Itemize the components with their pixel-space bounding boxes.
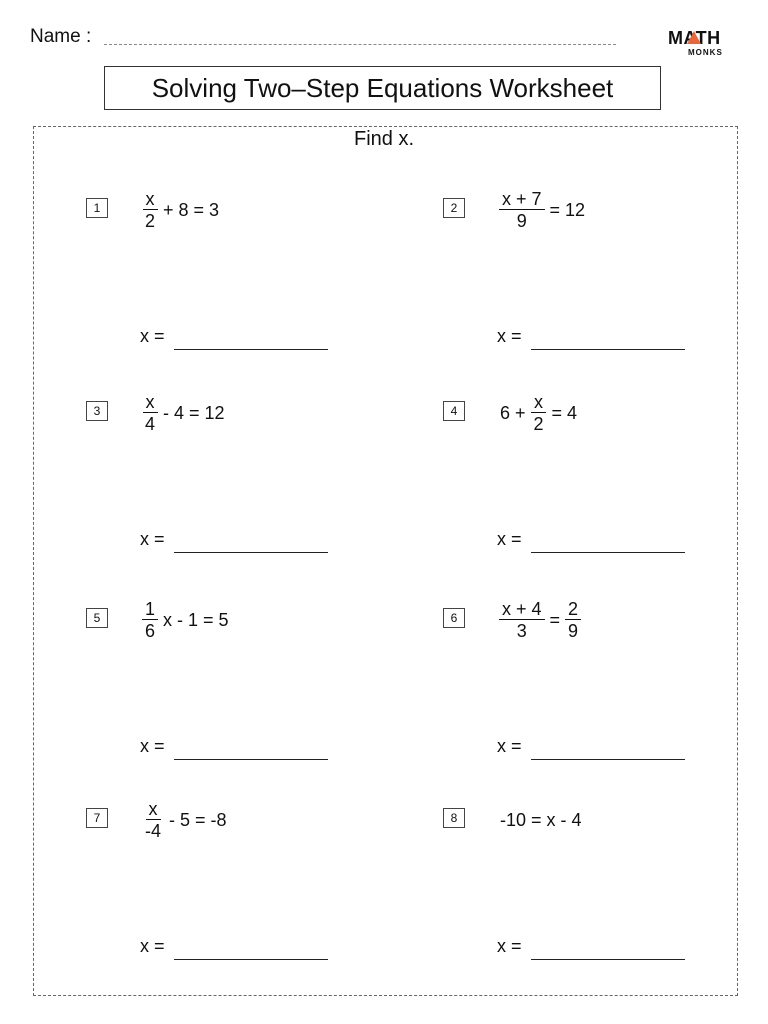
equation xyxy=(140,796,230,844)
answer-label: x = xyxy=(140,936,165,956)
denominator: -4 xyxy=(145,821,162,841)
problem-number: 7 xyxy=(86,808,108,828)
logo-subtitle: MONKS xyxy=(688,48,723,57)
problem-number: 3 xyxy=(86,401,108,421)
equation xyxy=(497,796,585,844)
fraction xyxy=(499,190,545,230)
fraction xyxy=(531,393,547,433)
problem-1 xyxy=(86,189,416,398)
equation xyxy=(140,596,232,644)
answer-blank-line[interactable] xyxy=(174,552,328,553)
fraction xyxy=(142,800,164,840)
numerator: x xyxy=(143,393,158,413)
answer-blank-line[interactable] xyxy=(531,759,685,760)
equation-equals: = xyxy=(549,609,561,630)
logo-wordmark: MATH xyxy=(668,28,721,48)
name-label: Name : xyxy=(30,26,92,47)
equation xyxy=(497,186,588,234)
equation-rest: + 8 = 3 xyxy=(163,199,220,220)
equation xyxy=(497,596,583,644)
fraction xyxy=(142,600,158,640)
answer-label: x = xyxy=(497,936,522,956)
equation xyxy=(140,186,222,234)
problem-number: 8 xyxy=(443,808,465,828)
equation-rest: = 4 xyxy=(551,402,578,423)
numerator: x + 7 xyxy=(499,190,545,210)
answer-blank-line[interactable] xyxy=(531,959,685,960)
answer-label: x = xyxy=(140,529,165,549)
problem-number: 1 xyxy=(86,198,108,218)
problem-number: 6 xyxy=(443,608,465,628)
equation xyxy=(497,389,580,437)
fraction xyxy=(142,393,158,433)
answer-blank-line[interactable] xyxy=(174,349,328,350)
equation xyxy=(140,389,228,437)
answer-label: x = xyxy=(497,326,522,346)
denominator: 9 xyxy=(568,621,579,641)
problem-8 xyxy=(443,808,768,1008)
equation-rest: = 12 xyxy=(549,199,586,220)
answer-label: x = xyxy=(497,736,522,756)
denominator: 3 xyxy=(516,621,527,641)
problem-number: 4 xyxy=(443,401,465,421)
answer-blank-line[interactable] xyxy=(174,959,328,960)
problem-3 xyxy=(86,392,416,601)
fraction xyxy=(565,600,581,640)
fraction xyxy=(142,190,158,230)
problem-2 xyxy=(443,189,768,398)
problem-5 xyxy=(86,599,416,808)
answer-label: x = xyxy=(497,529,522,549)
numerator: 2 xyxy=(565,600,581,620)
answer-label: x = xyxy=(140,326,165,346)
numerator: x + 4 xyxy=(499,600,545,620)
math-monks-logo xyxy=(668,28,730,60)
worksheet-title: Solving Two–Step Equations Worksheet xyxy=(104,66,661,110)
numerator: x xyxy=(143,190,158,210)
problem-number: 2 xyxy=(443,198,465,218)
equation-rest: - 5 = -8 xyxy=(169,809,227,830)
denominator: 6 xyxy=(145,621,156,641)
answer-blank-line[interactable] xyxy=(531,349,685,350)
denominator: 2 xyxy=(145,211,156,231)
logo-triangle-icon xyxy=(687,31,701,44)
answer-blank-line[interactable] xyxy=(531,552,685,553)
name-entry-line[interactable] xyxy=(104,44,616,45)
answer-label: x = xyxy=(140,736,165,756)
problem-6 xyxy=(443,599,768,808)
answer-blank-line[interactable] xyxy=(174,759,328,760)
equation-text: -10 = x - 4 xyxy=(500,809,582,830)
numerator: x xyxy=(531,393,546,413)
problem-4 xyxy=(443,392,768,601)
instruction-text: Find x. xyxy=(353,128,415,150)
equation-rest: x - 1 = 5 xyxy=(163,609,229,630)
numerator: 1 xyxy=(142,600,158,620)
denominator: 2 xyxy=(533,414,544,434)
denominator: 9 xyxy=(516,211,527,231)
equation-rest: - 4 = 12 xyxy=(163,402,225,423)
equation-prefix: 6 + xyxy=(500,402,526,423)
problem-number: 5 xyxy=(86,608,108,628)
problem-7 xyxy=(86,799,416,1008)
denominator: 4 xyxy=(145,414,156,434)
numerator: x xyxy=(146,800,161,820)
fraction xyxy=(499,600,545,640)
